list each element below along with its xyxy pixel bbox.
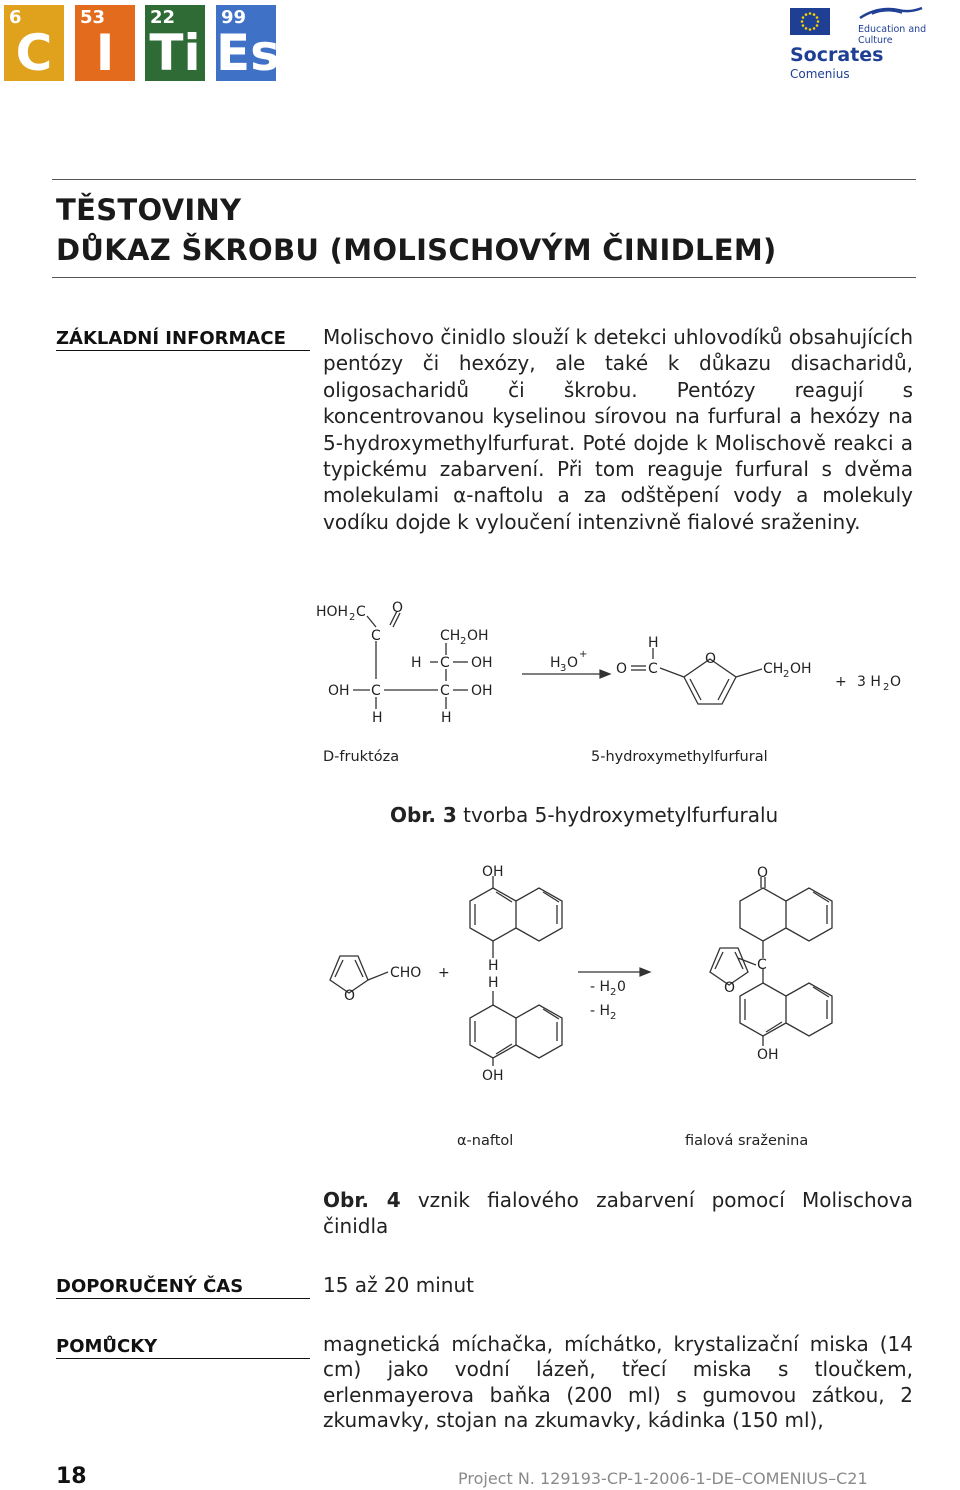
figure4-reaction-scheme [310, 860, 870, 1090]
hmf-oh: OH [790, 661, 812, 677]
fr-c5: C [440, 683, 450, 699]
fr-sub2: 2 [460, 636, 467, 647]
page-number: 18 [56, 1464, 87, 1489]
logo-tile-number: 22 [150, 7, 176, 28]
logo-tile-number: 53 [80, 7, 106, 28]
reaction-arrow-icon-2 [578, 968, 650, 976]
minus-h2o-zero: 0 [617, 979, 626, 995]
water-o: O [890, 674, 902, 690]
project-id: Project N. 129193-CP-1-2006-1-DE–COMENIUS–C21 [458, 1469, 868, 1488]
naphthol-top-structure [470, 876, 562, 958]
nb-h: H [488, 975, 499, 991]
eu-flag-icon [790, 8, 830, 35]
prod-c: C [757, 957, 767, 973]
logo-tile-symbol: Es [216, 24, 280, 82]
logo-tile-number: 99 [221, 7, 247, 28]
logo-tile-i [75, 5, 135, 81]
prod-o: O [757, 865, 769, 881]
fr-hoh2c: HOH [316, 604, 349, 620]
furfural-structure [330, 956, 388, 993]
logo-tile-c [4, 5, 64, 81]
basic-info-text: Molischovo činidlo slouží k detekci uhlovodíků obsahujících pentózy či hexózy, ale také k důkazu disacharidů, oligosacharidů či škrobu. Pentózy reagují s koncentrovanou kyselinou sírovou na furfural a hexózy na 5-hydroxymethylfurfurat. Poté dojde k Molischově reakci a typickému zabarvení. Při tom reaguje furfural s dvěma molekulami α-naftolu a za odštěpení vody a molekuly vodíku dojde k vyloučení intenzivně fialové sraženiny. [323, 325, 913, 534]
page-title-line2: DŮKAZ ŠKROBU (MOLISCHOVÝM ČINIDLEM) [56, 233, 777, 267]
section-label-time: DOPORUČENÝ ČAS [56, 1276, 310, 1299]
fr-o: O [392, 600, 404, 616]
fur-cho: CHO [390, 965, 422, 981]
title-top-rule [52, 179, 916, 180]
fig4-caption-left: α-naftol [457, 1133, 514, 1149]
catalyst-plus: + [579, 649, 588, 660]
hmf-c: C [648, 661, 658, 677]
hmf-ring-o: O [705, 651, 717, 667]
program-name: Socrates [790, 44, 884, 66]
logo-tile-ti [145, 5, 205, 81]
water-3h: 3 H [857, 674, 881, 690]
fr-c3: C [440, 655, 450, 671]
hmf-sub: 2 [783, 669, 790, 680]
fr-c4: C [371, 683, 381, 699]
hmf-h: H [648, 635, 659, 651]
catalyst-sub: 3 [560, 663, 567, 674]
education-culture-swoosh-icon [858, 4, 924, 22]
nt-oh: OH [482, 864, 504, 880]
fr-h1: H [411, 655, 422, 671]
product-structure [710, 877, 832, 1046]
fig3-title [390, 803, 778, 827]
fig3-title-text: tvorba 5-hydroxymetylfurfuralu [456, 803, 779, 827]
program-subname: Comenius [790, 67, 850, 81]
fr-oh4: OH [471, 683, 493, 699]
fig4-caption-right: fialová sraženina [685, 1133, 809, 1149]
logo-tile-symbol: C [15, 24, 53, 82]
figure3-reaction-scheme [310, 595, 920, 730]
nt-h: H [488, 958, 499, 974]
tools-text: magnetická míchačka, míchátko, krystalizační miska (14 cm) jako vodní lázeň, třecí miska s tloučkem, erlenmayerova baňka (200 ml) s gumovou zátkou, 2 zkumavky, stojan na zkumavky, kádinka (150 ml), [323, 1332, 913, 1433]
section-label-tools: POMŮCKY [56, 1336, 310, 1359]
fig3-caption-left: D-fruktóza [323, 749, 400, 765]
logo-tile-symbol: I [95, 24, 115, 82]
hmf-ch2: CH [763, 661, 784, 677]
fr-c1: C [356, 604, 366, 620]
partner-tagline: Education and Culture [858, 24, 927, 46]
time-text: 15 až 20 minut [323, 1273, 474, 1297]
fr-c2: C [371, 628, 381, 644]
minus-h2o: - H [590, 979, 611, 995]
fr-sub: 2 [349, 612, 356, 623]
logo-tile-number: 6 [9, 7, 22, 28]
page-title-line1: TĚSTOVINY [56, 193, 242, 227]
fr-ch2: CH [440, 628, 461, 644]
nb-oh: OH [482, 1068, 504, 1084]
water-sub: 2 [883, 682, 890, 693]
catalyst-h3o: H [550, 655, 561, 671]
minus-h2-sub: 2 [610, 1011, 617, 1022]
logo-tile-symbol: Ti [149, 24, 201, 82]
fig4-title [323, 1187, 913, 1240]
hmf-o: O [616, 661, 628, 677]
minus-h2: - H [590, 1003, 611, 1019]
catalyst-o: O [567, 655, 579, 671]
fig4-plus: + [438, 965, 450, 981]
section-label-basic-info: ZÁKLADNÍ INFORMACE [56, 328, 310, 351]
fig3-plus: + [835, 674, 847, 690]
fr-oh3: OH [328, 683, 350, 699]
title-bottom-rule [52, 277, 916, 278]
fur-o: O [344, 988, 356, 1004]
fig4-title-number: Obr. 4 [323, 1188, 401, 1212]
fig4-title-text: vznik fialového zabarvení pomocí Molischova činidla [323, 1188, 913, 1239]
minus-h2o-sub: 2 [610, 987, 617, 998]
naphthol-bottom-structure [470, 991, 562, 1066]
logo-tile-es [216, 5, 280, 82]
fig3-title-number: Obr. 3 [390, 803, 457, 827]
fr-h2: H [372, 710, 383, 726]
fr-oh1: OH [467, 628, 489, 644]
fig3-caption-right: 5-hydroxymethylfurfural [591, 749, 768, 765]
prod-oh: OH [757, 1047, 779, 1063]
fr-oh2: OH [471, 655, 493, 671]
fr-h3: H [441, 710, 452, 726]
prod-furan-o: O [724, 980, 736, 996]
